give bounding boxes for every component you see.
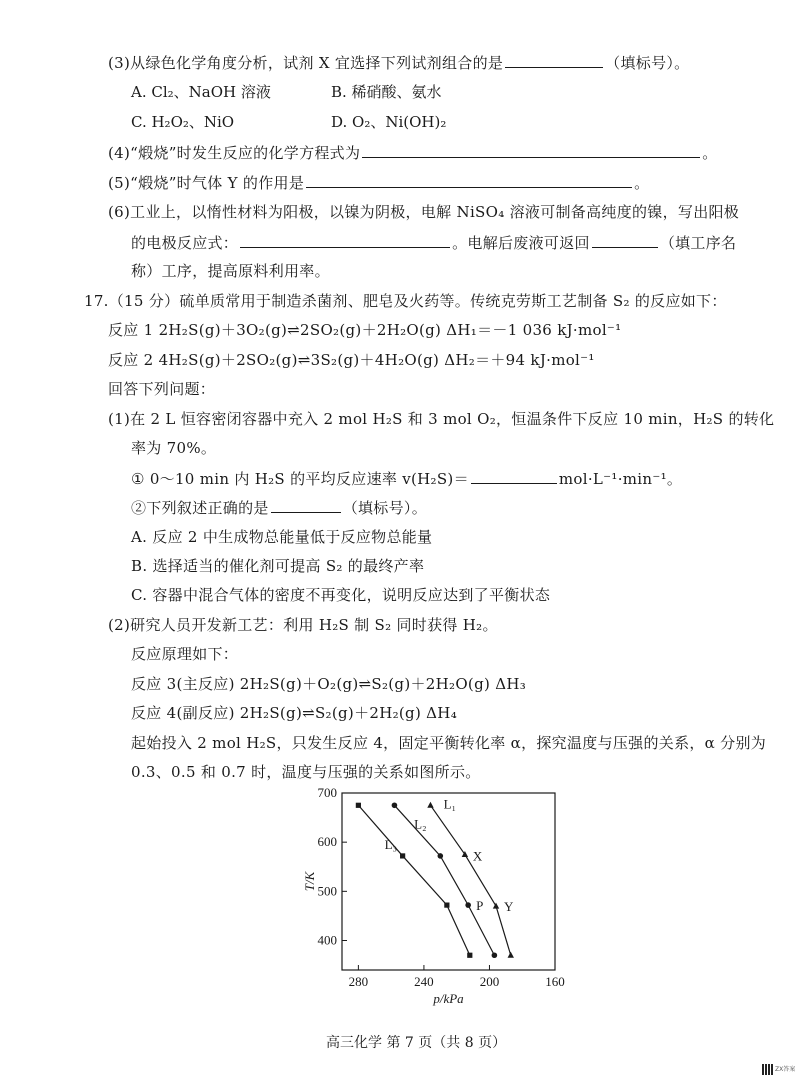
q16-part6-line2: 的电极反应式： 。电解后废液可返回 （填工序名 <box>131 234 737 252</box>
data-point <box>400 853 405 858</box>
page-footer: 高三化学 第 7 页（共 8 页） <box>326 1035 507 1051</box>
q17-part2-line3: 0.3、0.5 和 0.7 时，温度与压强的关系如图所示。 <box>131 763 481 781</box>
series-line-2 <box>394 805 494 955</box>
point-annotation: P <box>476 898 484 914</box>
plot-frame <box>342 793 555 970</box>
y-axis-label: T/K <box>302 871 317 892</box>
answer-prompt: 回答下列问题： <box>108 380 216 398</box>
qr-code-icon <box>762 1064 773 1075</box>
x-tick-label: 280 <box>348 974 369 989</box>
answer-blank[interactable] <box>505 52 603 68</box>
x-tick-label: 160 <box>545 974 565 989</box>
data-point <box>465 902 471 908</box>
data-point <box>444 903 449 908</box>
q17-intro: 17.（15 分）硫单质常用于制造杀菌剂、肥皂及火药等。传统克劳斯工艺制备 S₂ 的反应如下： <box>84 292 727 310</box>
reaction-2: 反应 2 4H₂S(g)＋2SO₂(g)⇌3S₂(g)＋4H₂O(g) ΔH₂＝＋94 kJ·mol⁻¹ <box>108 351 595 369</box>
answer-blank[interactable] <box>306 172 632 188</box>
q17-part1-line2: 率为 70%。 <box>131 439 217 457</box>
answer-blank[interactable] <box>592 232 658 248</box>
q17-part1-line1: (1)在 2 L 恒容密闭容器中充入 2 mol H₂S 和 3 mol O₂，恒温条件下反应 10 min，H₂S 的转化 <box>108 410 775 428</box>
option-a: A. Cl₂、NaOH 溶液 <box>131 83 271 101</box>
q16-part4: (4)“煅烧”时发生反应的化学方程式为 。 <box>108 144 718 162</box>
x-tick-label: 200 <box>479 974 500 989</box>
option-d: D. O₂、Ni(OH)₂ <box>331 113 447 131</box>
reaction-1: 反应 1 2H₂S(g)＋3O₂(g)⇌2SO₂(g)＋2H₂O(g) ΔH₁＝－1 036 kJ·mol⁻¹ <box>108 321 622 339</box>
point-annotation: X <box>472 848 483 864</box>
series-label: L₃ <box>384 837 398 853</box>
option-c: C. 容器中混合气体的密度不再变化，说明反应达到了平衡状态 <box>131 586 551 604</box>
temperature-pressure-chart <box>300 785 590 1010</box>
series-line-1 <box>430 805 510 955</box>
q17-part1-q2: ②下列叙述正确的是 （填标号）。 <box>131 499 428 517</box>
reaction-3: 反应 3(主反应) 2H₂S(g)＋O₂(g)⇌S₂(g)＋2H₂O(g) ΔH₃ <box>131 675 527 693</box>
y-tick-label: 400 <box>317 932 337 948</box>
q16-part3: (3)从绿色化学角度分析，试剂 X 宜选择下列试剂组合的是 （填标号）。 <box>108 54 690 72</box>
q16-part6-line3: 称）工序，提高原料利用率。 <box>131 262 330 280</box>
data-point <box>438 853 444 859</box>
q17-part1-q1: ① 0～10 min 内 H₂S 的平均反应速率 v(H₂S)＝ mol·L⁻¹·min⁻¹。 <box>131 470 683 488</box>
q17-part2-line2: 起始投入 2 mol H₂S，只发生反应 4，固定平衡转化率 α，探究温度与压强的关系，α 分别为 <box>131 734 767 752</box>
x-axis-label: p/kPa <box>433 991 464 1006</box>
answer-blank[interactable] <box>240 232 450 248</box>
data-point <box>392 802 398 808</box>
x-tick-label: 240 <box>414 974 434 989</box>
data-point <box>508 952 514 958</box>
option-b: B. 稀硝酸、氨水 <box>331 83 442 101</box>
y-tick-label: 700 <box>317 785 337 800</box>
q17-part2-line1: (2)研究人员开发新工艺：利用 H₂S 制 S₂ 同时获得 H₂。 <box>108 616 498 634</box>
y-tick-label: 500 <box>317 883 337 899</box>
data-point <box>467 953 472 958</box>
series-label: L₁ <box>443 796 457 812</box>
option-a: A. 反应 2 中生成物总能量低于反应物总能量 <box>131 528 433 546</box>
series-label: L₂ <box>414 816 427 832</box>
reaction-4: 反应 4(副反应) 2H₂S(g)⇌S₂(g)＋2H₂(g) ΔH₄ <box>131 704 458 722</box>
answer-blank[interactable] <box>471 468 557 484</box>
q16-part5: (5)“煅烧”时气体 Y 的作用是 。 <box>108 174 650 192</box>
data-point <box>427 802 433 808</box>
y-tick-label: 600 <box>317 834 337 850</box>
option-b: B. 选择适当的催化剂可提高 S₂ 的最终产率 <box>131 557 425 575</box>
watermark-logo: ZX答案 <box>775 1066 796 1073</box>
answer-blank[interactable] <box>362 142 700 158</box>
option-c: C. H₂O₂、NiO <box>131 113 235 131</box>
q16-part6-line1: (6)工业上，以惰性材料为阳极，以镍为阴极，电解 NiSO₄ 溶液可制备高纯度的镍，写出阳极 <box>108 203 740 221</box>
data-point <box>492 952 498 958</box>
reaction-principle: 反应原理如下： <box>131 645 239 663</box>
data-point <box>356 803 361 808</box>
answer-blank[interactable] <box>271 497 341 513</box>
point-annotation: Y <box>504 899 514 915</box>
